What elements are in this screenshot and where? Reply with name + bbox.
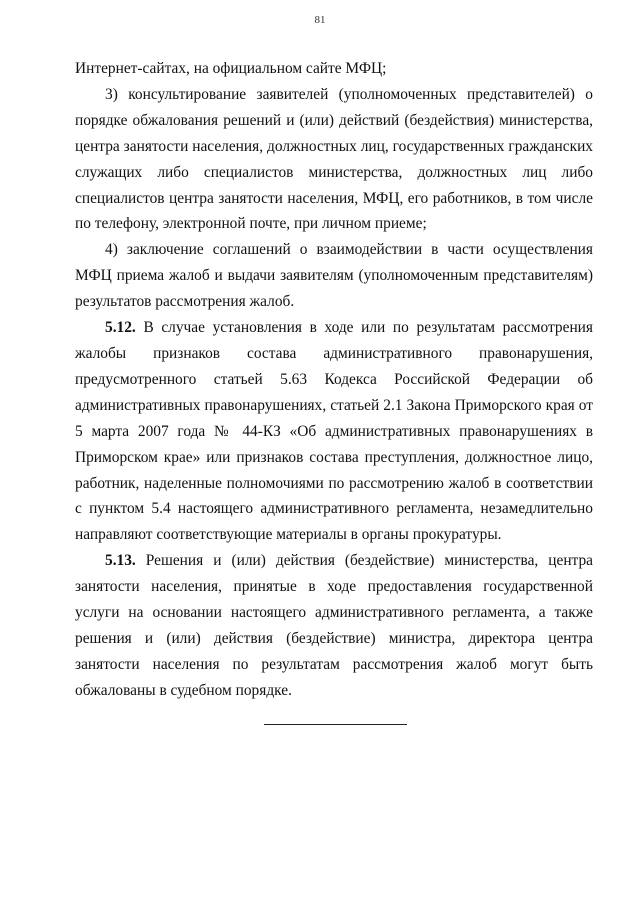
paragraph-5-12 xyxy=(75,315,593,548)
end-of-document-line xyxy=(264,724,407,725)
paragraph-text: 3) консультирование заявителей (уполномоченных представителей) о порядке обжалования решений и (или) действий (бездействия) министерства, центра занятости населения, должностных лиц, государственных гражданских служащих либо специалистов министерства, должностных лиц либо специалистов центра занятости населения, МФЦ, его работников, в том числе по телефону, электронной почте, при личном приеме; xyxy=(75,85,593,233)
paragraph-item-3 xyxy=(75,82,593,237)
section-number: 5.13. xyxy=(105,552,136,570)
paragraph-text: 4) заключение соглашений о взаимодействии в части осуществления МФЦ приема жалоб и выдачи заявителям (уполномоченным представителям) результатов рассмотрения жалоб. xyxy=(75,241,593,311)
page-number: 81 xyxy=(314,14,326,26)
paragraph-item-4 xyxy=(75,237,593,315)
paragraph-text: Решения и (или) действия (бездействие) министерства, центра занятости населения, принятые в ходе предоставления государственной услуги на основании настоящего административного регламента, а также решения и (или) действия (бездействие) министра, директора центра занятости населения по результатам рассмотрения жалоб могут быть обжалованы в судебном порядке. xyxy=(75,552,593,699)
paragraph-text: Интернет-сайтах, на официальном сайте МФЦ; xyxy=(75,60,387,77)
section-number: 5.12. xyxy=(105,319,136,337)
paragraph-continuation xyxy=(75,56,593,82)
paragraph-text: В случае установления в ходе или по результатам рассмотрения жалобы признаков состава административного правонарушения, предусмотренного статьей 5.63 Кодекса Российской Федерации об административных правонарушениях, статьей 2.1 Закона Приморского края от 5 марта 2007 года № 44-КЗ «Об административных правонарушениях в Приморском крае» или признаков состава преступления, должностное лицо, работник, наделенные полномочиями по рассмотрению жалоб в соответствии с пунктом 5.4 настоящего административного регламента, незамедлительно направляют соответствующие материалы в органы прокуратуры. xyxy=(75,319,593,544)
document-body xyxy=(75,56,593,704)
paragraph-5-13 xyxy=(75,548,593,703)
